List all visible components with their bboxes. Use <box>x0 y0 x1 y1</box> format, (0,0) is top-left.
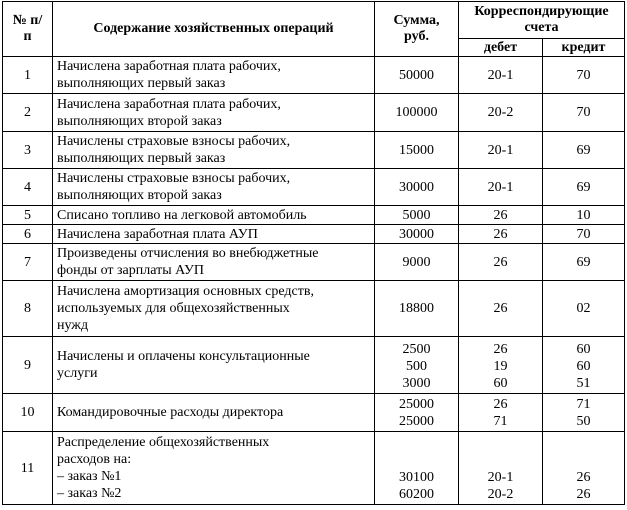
row-number: 1 <box>3 57 53 94</box>
row-debit <box>459 225 543 244</box>
table-row <box>3 94 625 132</box>
row-sum <box>375 281 459 337</box>
credit-account: 69 <box>576 254 591 270</box>
description-line: Начислена амортизация основных средств, <box>57 284 314 299</box>
row-credit <box>543 132 625 169</box>
sum-value: 50000 <box>399 67 434 83</box>
row-description <box>53 169 375 206</box>
debit-account: 20-1 <box>487 470 514 485</box>
row-credit <box>543 337 625 394</box>
row-credit <box>543 94 625 132</box>
header-content: Содержание хозяйственных операций <box>53 2 375 57</box>
debit-account: 20-1 <box>487 142 514 158</box>
sum-value: 3000 <box>402 376 431 391</box>
row-description <box>53 225 375 244</box>
credit-account: 69 <box>576 179 591 195</box>
sum-value: 2500 <box>402 342 431 357</box>
row-debit <box>459 57 543 94</box>
row-number: 7 <box>3 244 53 281</box>
row-description <box>53 394 375 432</box>
sum-value: 30100 <box>399 470 434 485</box>
credit-account: 51 <box>576 376 591 391</box>
debit-account: 26 <box>493 397 508 412</box>
debit-account: 20-2 <box>487 487 514 502</box>
row-number: 3 <box>3 132 53 169</box>
row-credit <box>543 432 625 505</box>
description-line: Командировочные расходы директора <box>57 405 284 420</box>
header-number-label: № п/п <box>12 13 43 44</box>
row-sum <box>375 57 459 94</box>
description-line: Начислена заработная плата АУП <box>57 226 258 242</box>
row-credit <box>543 394 625 432</box>
debit-account: 26 <box>493 254 508 270</box>
credit-account: 69 <box>576 142 591 158</box>
sum-value: 30000 <box>399 179 434 195</box>
row-sum <box>375 94 459 132</box>
credit-account: 10 <box>576 207 591 223</box>
row-credit <box>543 57 625 94</box>
row-number: 8 <box>3 281 53 337</box>
row-credit <box>543 206 625 225</box>
description-line: – заказ №2 <box>57 486 122 501</box>
row-debit <box>459 432 543 505</box>
description-line: Списано топливо на легковой автомобиль <box>57 207 307 223</box>
description-line: выполняющих второй заказ <box>57 113 222 129</box>
description-line: услуги <box>57 366 98 381</box>
sum-value: 25000 <box>399 397 434 412</box>
row-debit <box>459 244 543 281</box>
debit-account: 26 <box>493 226 508 242</box>
credit-account: 60 <box>576 342 591 357</box>
row-sum <box>375 206 459 225</box>
row-debit <box>459 94 543 132</box>
description-line: выполняющих первый заказ <box>57 151 226 166</box>
debit-account: 20-1 <box>487 179 514 195</box>
row-credit <box>543 169 625 206</box>
row-debit <box>459 337 543 394</box>
sum-value: 25000 <box>399 414 434 429</box>
description-line: Начислены и оплачены консультационные <box>57 349 310 364</box>
row-number: 10 <box>3 394 53 432</box>
row-description <box>53 432 375 505</box>
row-credit <box>543 225 625 244</box>
sum-value: 500 <box>406 359 427 374</box>
operations-body <box>3 57 625 505</box>
table-row <box>3 225 625 244</box>
description-line: Распределение общехозяйственных <box>57 435 270 450</box>
description-line: Произведены отчисления во внебюджетные <box>57 246 319 261</box>
header-credit: кредит <box>543 39 625 57</box>
credit-account: 50 <box>576 414 591 429</box>
sum-value: 9000 <box>402 254 431 270</box>
credit-account: 60 <box>576 359 591 374</box>
description-line: выполняющих первый заказ <box>57 76 226 91</box>
description-line: фонды от зарплаты АУП <box>57 263 205 278</box>
row-sum <box>375 432 459 505</box>
credit-account: 02 <box>576 301 591 316</box>
description-line: используемых для общехозяйственных <box>57 301 290 316</box>
sum-value: 5000 <box>402 207 431 223</box>
row-description <box>53 132 375 169</box>
credit-account: 26 <box>576 470 591 485</box>
row-sum <box>375 169 459 206</box>
row-debit <box>459 132 543 169</box>
row-number: 5 <box>3 206 53 225</box>
description-line: нужд <box>57 318 89 333</box>
description-line: Начислены страховые взносы рабочих, <box>57 134 291 149</box>
credit-account: 26 <box>576 487 591 502</box>
row-description <box>53 281 375 337</box>
sum-value: 60200 <box>399 487 434 502</box>
header-debit: дебет <box>459 39 543 57</box>
debit-account: 20-1 <box>487 67 514 83</box>
row-credit <box>543 281 625 337</box>
credit-account: 70 <box>576 105 591 120</box>
row-number: 11 <box>3 432 53 505</box>
table-row <box>3 57 625 94</box>
debit-account: 26 <box>493 301 508 316</box>
credit-account: 70 <box>576 226 591 242</box>
table-row <box>3 169 625 206</box>
row-debit <box>459 169 543 206</box>
debit-account: 60 <box>493 376 508 391</box>
description-line: – заказ №1 <box>57 469 122 484</box>
row-sum <box>375 244 459 281</box>
table-row <box>3 281 625 337</box>
row-sum <box>375 132 459 169</box>
table-row <box>3 432 625 505</box>
row-debit <box>459 206 543 225</box>
row-description <box>53 206 375 225</box>
row-number: 9 <box>3 337 53 394</box>
sum-value: 18800 <box>399 301 434 316</box>
sum-value: 30000 <box>399 226 434 242</box>
table-row <box>3 337 625 394</box>
row-credit <box>543 244 625 281</box>
description-line: расходов на: <box>57 452 132 467</box>
operations-table <box>2 1 625 505</box>
header-sum <box>375 2 459 57</box>
row-number: 2 <box>3 94 53 132</box>
table-row <box>3 206 625 225</box>
row-debit <box>459 394 543 432</box>
row-debit <box>459 281 543 337</box>
debit-account: 20-2 <box>487 105 514 120</box>
debit-account: 71 <box>493 414 508 429</box>
description-line: Начислена заработная плата рабочих, <box>57 59 281 74</box>
row-number: 4 <box>3 169 53 206</box>
sum-value: 100000 <box>395 105 438 120</box>
debit-account: 19 <box>493 359 508 374</box>
row-description <box>53 57 375 94</box>
credit-account: 70 <box>576 67 591 83</box>
row-sum <box>375 337 459 394</box>
table-row <box>3 132 625 169</box>
credit-account: 71 <box>576 397 591 412</box>
sum-value: 15000 <box>399 142 434 158</box>
header-number <box>3 2 53 57</box>
row-sum <box>375 225 459 244</box>
table-row <box>3 394 625 432</box>
row-description <box>53 244 375 281</box>
table-row <box>3 244 625 281</box>
header-accounts: Корреспондирующие счета <box>459 2 625 39</box>
header-sum-label: Сумма, руб. <box>393 13 440 44</box>
description-line: Начислены страховые взносы рабочих, <box>57 171 291 186</box>
row-number: 6 <box>3 225 53 244</box>
debit-account: 26 <box>493 342 508 357</box>
description-line: Начислена заработная плата рабочих, <box>57 96 281 112</box>
row-sum <box>375 394 459 432</box>
description-line: выполняющих второй заказ <box>57 188 222 203</box>
row-description <box>53 94 375 132</box>
row-description <box>53 337 375 394</box>
debit-account: 26 <box>493 207 508 223</box>
